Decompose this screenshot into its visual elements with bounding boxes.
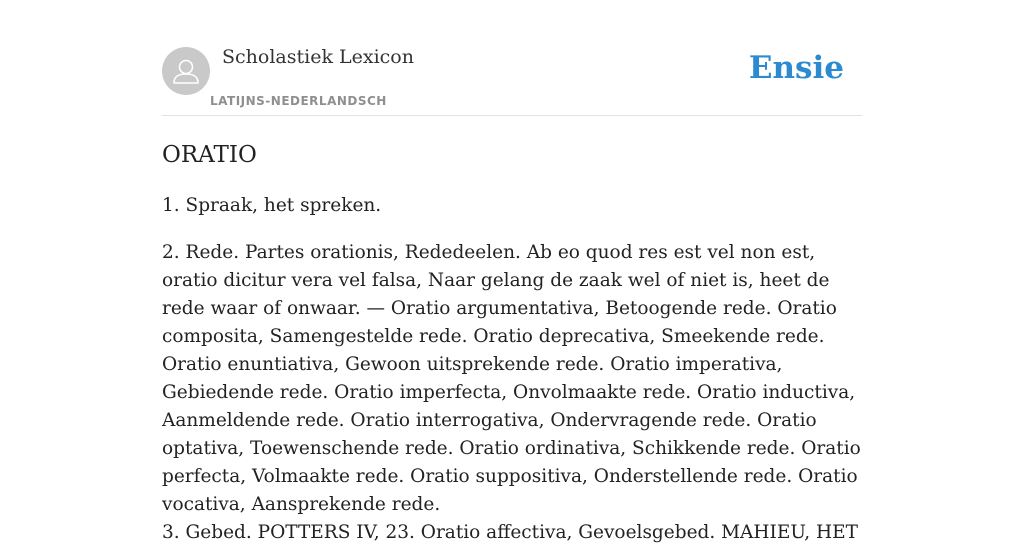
entry-paragraph: 3. Gebed. POTTERS IV, 23. Oratio affectiva, Gevoelsgebed. MAHIEU, HET (162, 522, 858, 543)
source-header (162, 44, 862, 116)
header-divider (162, 115, 862, 116)
entry-headword: ORATIO (162, 142, 257, 168)
entry-content (162, 140, 862, 547)
user-avatar-icon[interactable] (162, 47, 210, 95)
entry-paragraph: 2. Rede. Partes orationis, Rededeelen. Ab eo quod res est vel non est, oratio dicitur vera vel falsa, Naar gelang de zaak wel of niet is, heet de rede waar of onwaar. — Oratio argumentativa, Betoogende rede. Oratio composita, Samengestelde rede. Oratio deprecativa, Smeekende rede. Oratio enuntiativa, Gewoon uitsprekende rede. Oratio imperativa, Gebiedende rede. Oratio imperfecta, Onvolmaakte rede. Oratio inductiva, Aanmeldende rede. Oratio interrogativa, Ondervragende rede. Oratio optativa, Toewenschende rede. Oratio ordinativa, Schikkende rede. Oratio perfecta, Volmaakte rede. Oratio suppositiva, Onderstellende rede. Oratio vocativa, Aansprekende rede. (162, 242, 861, 515)
source-subtitle: LATIJNS-NEDERLANDSCH (210, 94, 387, 108)
entry-paragraph: 1. Spraak, het spreken. (162, 195, 382, 216)
source-title[interactable]: Scholastiek Lexicon (222, 46, 414, 68)
brand-logo[interactable]: Ensie (748, 50, 844, 86)
